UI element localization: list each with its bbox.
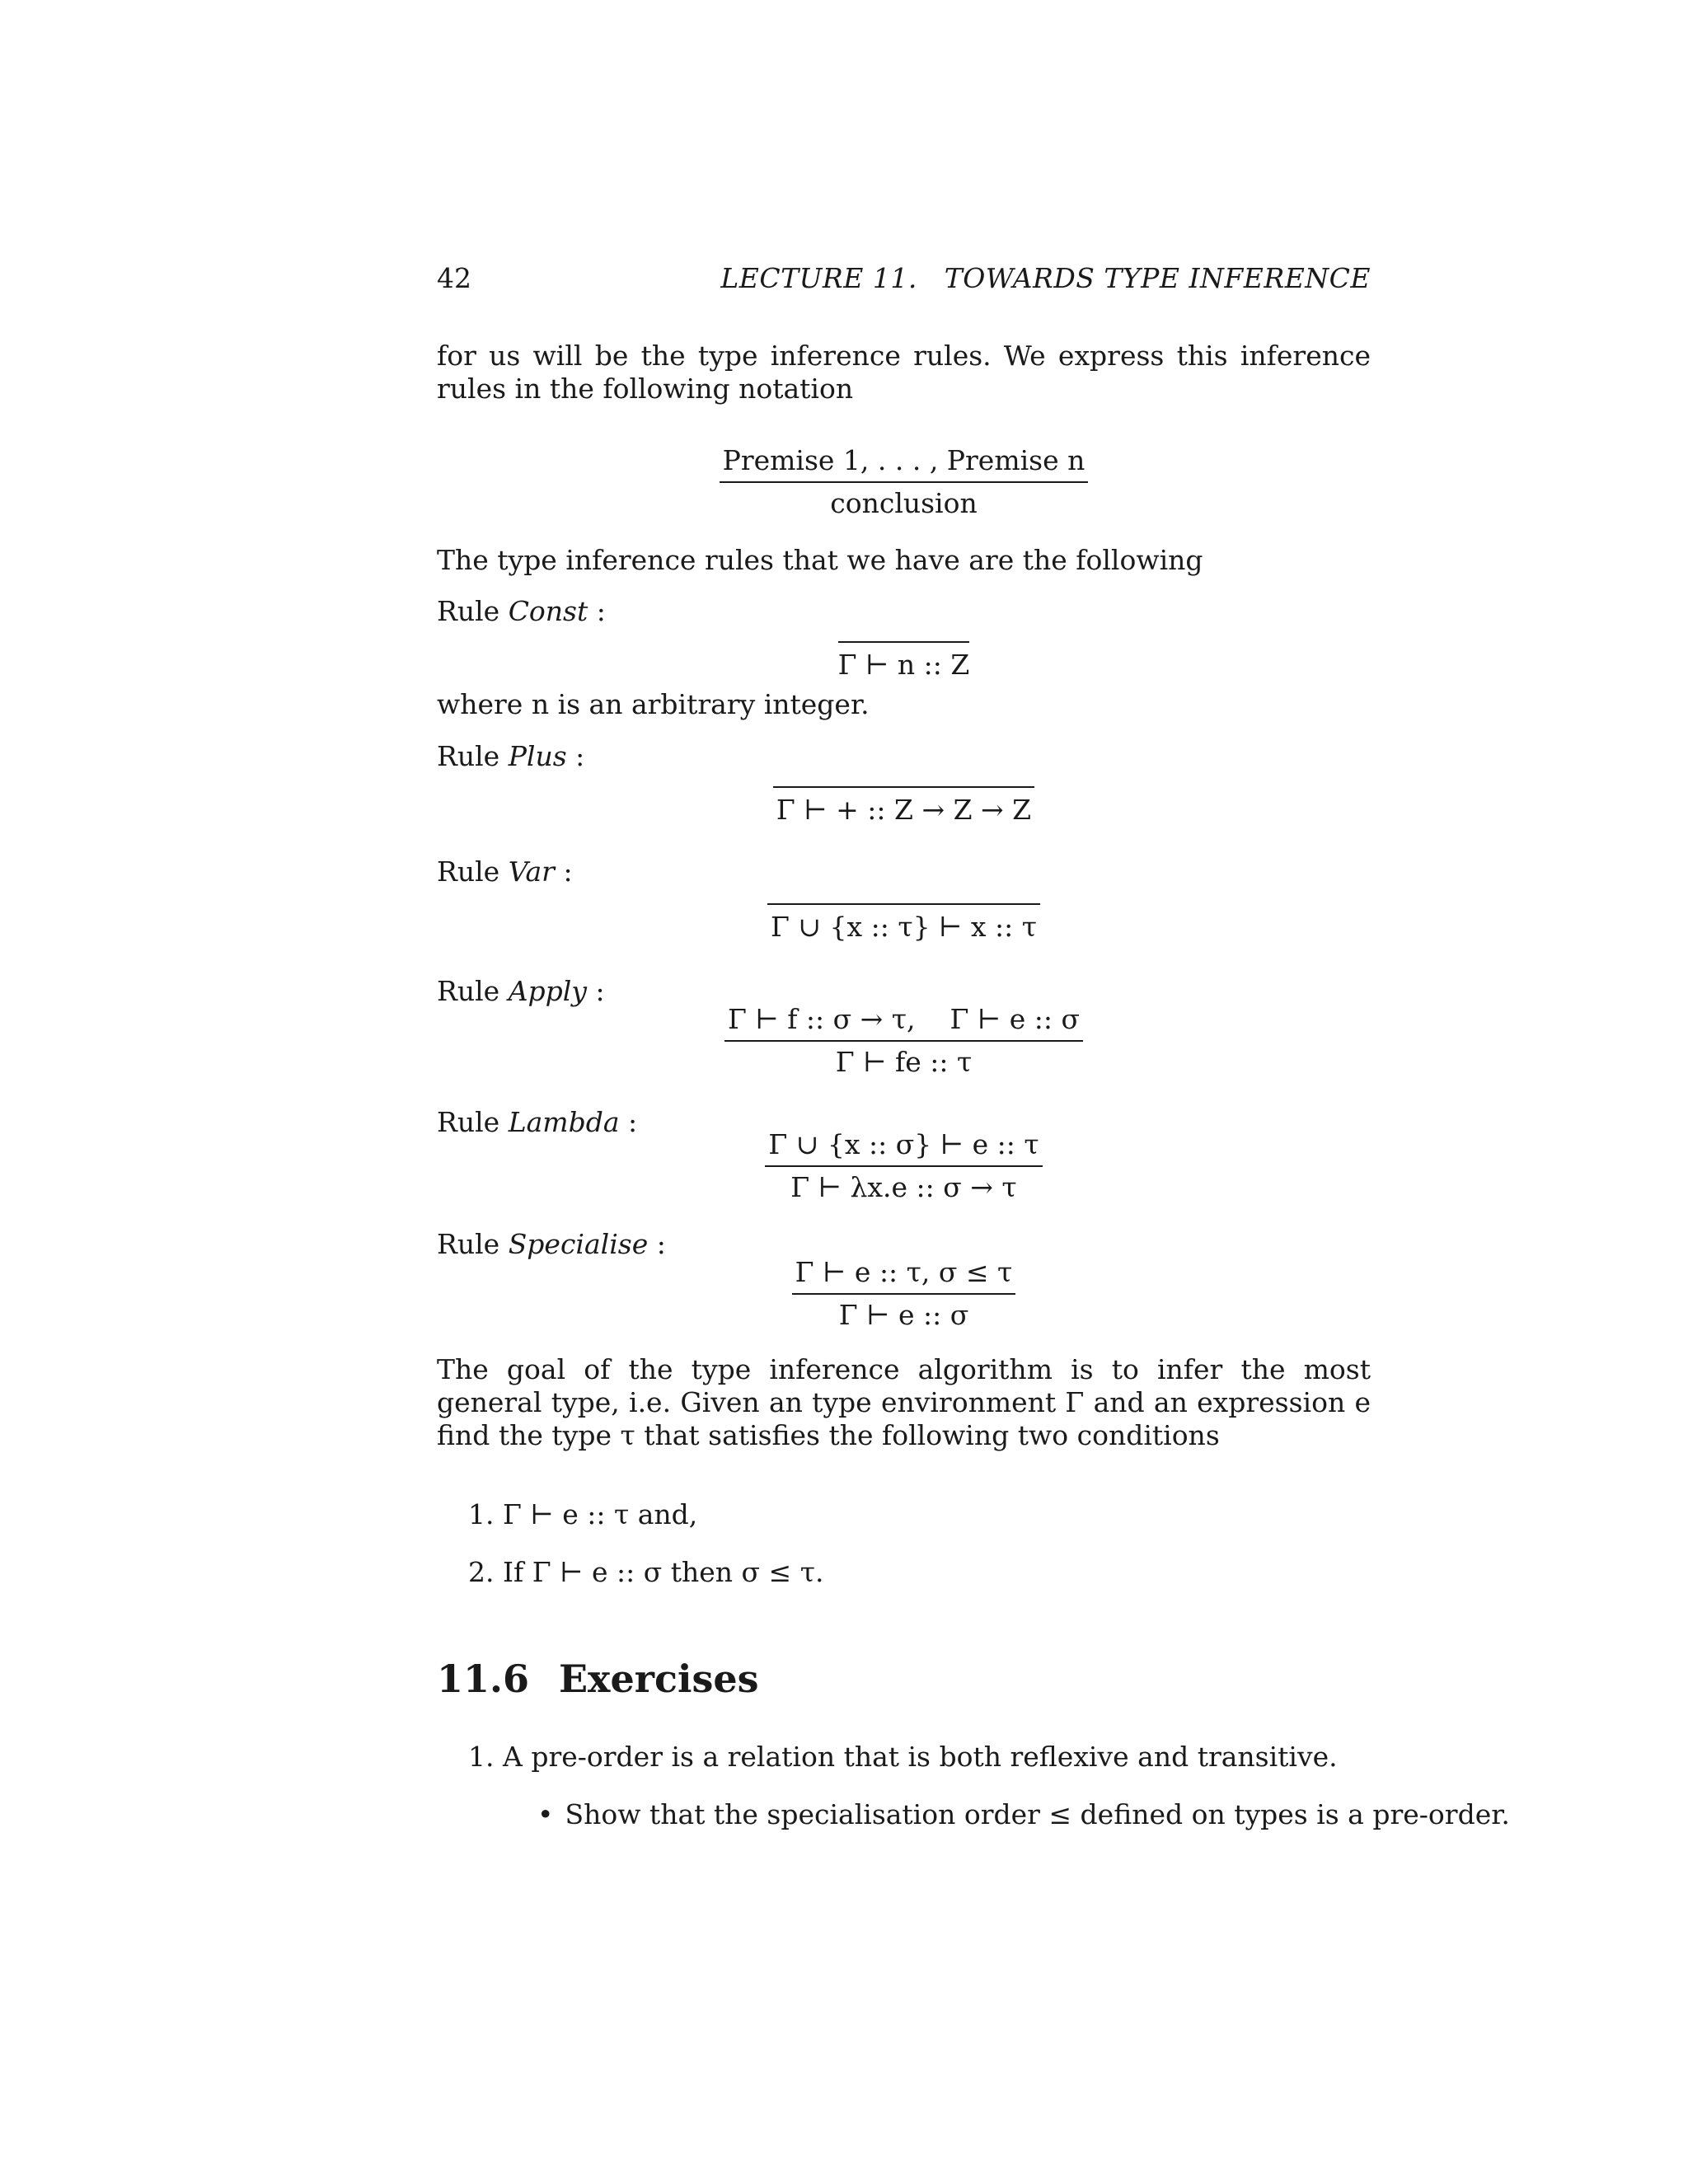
goal-paragraph: The goal of the type inference algorithm is to infer the most general type, i.e. Given an type environment Γ and an expression e find the type τ that satisfies the following two conditions [437, 1353, 1371, 1451]
list-marker: 2. [468, 1556, 495, 1588]
rule-suffix: : [619, 1106, 638, 1138]
rule-conclusion: Γ ⊢ n :: Z [837, 649, 970, 681]
section-title: Exercises [559, 1657, 759, 1701]
rule-name: Apply [508, 975, 587, 1007]
exercise-item [468, 1741, 1338, 1773]
rule-lambda-display [437, 1129, 1371, 1203]
list-marker: 1. [468, 1741, 495, 1773]
rule-name: Var [508, 855, 555, 888]
condition-item [468, 1498, 697, 1530]
rule-label-apply [437, 975, 605, 1007]
intro-paragraph: for us will be the type inference rules. We express this inference rules in the following notation [437, 340, 1371, 405]
rule-suffix: : [586, 975, 605, 1007]
rule-apply-fraction [724, 1004, 1083, 1078]
running-title: LECTURE 11. TOWARDS TYPE INFERENCE [720, 262, 1371, 294]
page-number: 42 [437, 262, 471, 294]
rule-specialise-fraction [792, 1257, 1016, 1331]
rule-prefix: Rule [437, 1106, 500, 1138]
rules-intro-text: The type inference rules that we have are the following [437, 544, 1203, 576]
rule-name: Const [508, 595, 588, 627]
rule-premise: Γ ⊢ e :: τ, σ ≤ τ [792, 1257, 1016, 1295]
condition-text: Γ ⊢ e :: τ and, [503, 1498, 698, 1530]
rule-format-display [437, 445, 1371, 519]
rule-const-fraction [838, 641, 970, 681]
rule-const-display [437, 641, 1371, 681]
rule-format-denominator: conclusion [830, 487, 978, 519]
rule-const-note: where n is an arbitrary integer. [437, 688, 870, 720]
exercise-text: A pre-order is a relation that is both reflexive and transitive. [503, 1741, 1338, 1773]
rule-prefix: Rule [437, 975, 500, 1007]
exercise-bullet-text: Show that the specialisation order ≤ defined on types is a pre-order. [565, 1798, 1510, 1830]
rule-specialise-display [437, 1257, 1371, 1331]
rule-plus-fraction [773, 786, 1034, 826]
section-heading [437, 1657, 759, 1701]
rule-var-fraction [767, 903, 1040, 943]
rule-suffix: : [566, 740, 585, 772]
rule-prefix: Rule [437, 740, 500, 772]
rule-label-const [437, 595, 606, 627]
rule-prefix: Rule [437, 595, 500, 627]
rule-lambda-fraction [765, 1129, 1042, 1203]
rule-format-fraction [720, 445, 1089, 519]
rule-prefix: Rule [437, 1228, 500, 1260]
rule-prefix: Rule [437, 855, 500, 888]
list-marker: 1. [468, 1498, 495, 1530]
rule-name: Plus [508, 740, 567, 772]
rule-conclusion: Γ ⊢ fe :: τ [835, 1046, 973, 1078]
rule-suffix: : [554, 855, 573, 888]
rule-format-numerator: Premise 1, . . . , Premise n [720, 445, 1089, 483]
section-number: 11.6 [437, 1657, 530, 1701]
exercise-bullet-item [537, 1798, 1510, 1830]
rule-label-specialise [437, 1228, 666, 1260]
rule-conclusion: Γ ⊢ λx.e :: σ → τ [790, 1171, 1017, 1203]
condition-item [468, 1556, 823, 1588]
rule-suffix: : [648, 1228, 666, 1260]
rule-label-var [437, 855, 573, 888]
rule-premise: Γ ∪ {x :: σ} ⊢ e :: τ [765, 1129, 1042, 1167]
rule-premise: Γ ⊢ f :: σ → τ, Γ ⊢ e :: σ [724, 1004, 1083, 1042]
rule-plus-display [437, 786, 1371, 826]
rule-conclusion: Γ ⊢ e :: σ [838, 1299, 969, 1331]
rule-suffix: : [588, 595, 606, 627]
rule-apply-display [437, 1004, 1371, 1078]
rule-name: Specialise [508, 1228, 649, 1260]
rule-label-plus [437, 740, 584, 772]
rule-var-display [437, 903, 1371, 943]
rule-conclusion: Γ ⊢ + :: Z → Z → Z [776, 794, 1032, 826]
rule-name: Lambda [508, 1106, 620, 1138]
rule-conclusion: Γ ∪ {x :: τ} ⊢ x :: τ [770, 911, 1038, 943]
bullet-marker: • [537, 1798, 554, 1830]
condition-text: If Γ ⊢ e :: σ then σ ≤ τ. [503, 1556, 824, 1588]
